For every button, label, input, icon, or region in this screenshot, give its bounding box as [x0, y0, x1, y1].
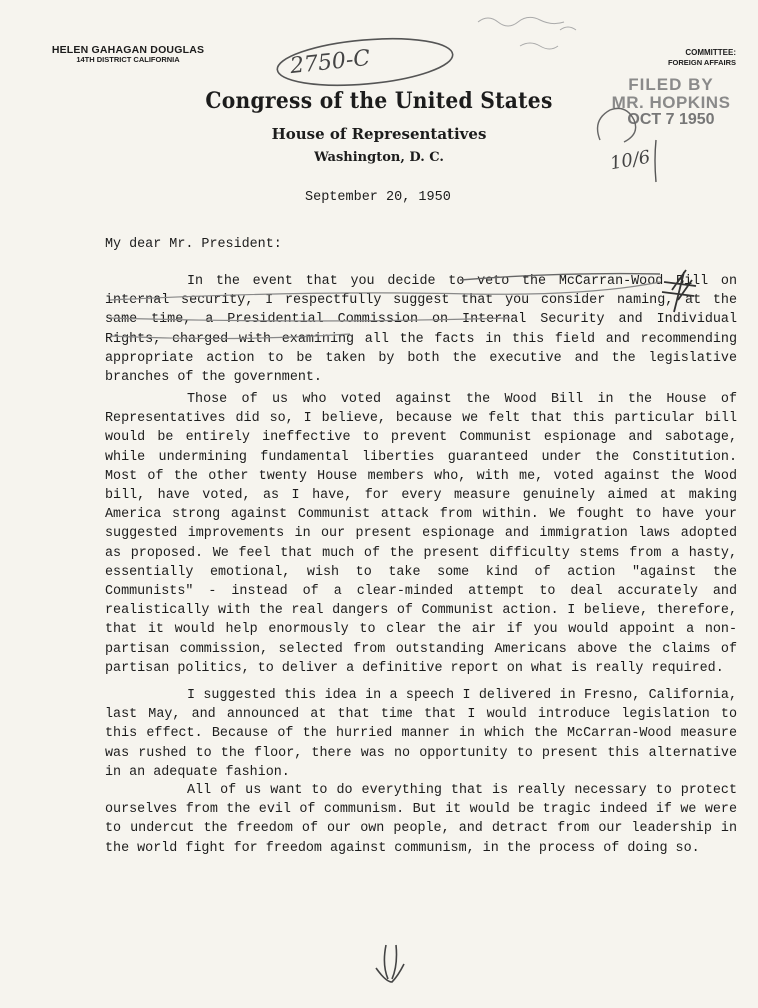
letterhead-house: House of Representatives [271, 125, 487, 143]
paragraph-4: All of us want to do everything that is really necessary to protect ourselves from the evil of communism. But it would be tragic indeed if we were to undercut the freedom of our own people, and detract from our leadership in the world fight for freedom against communism, in the process of doing so. [105, 783, 737, 856]
member-district: 14TH DISTRICT CALIFORNIA [76, 55, 180, 65]
down-arrow-mark [376, 945, 404, 982]
stamp-line-3: OCT 7 1950 [627, 110, 715, 128]
paragraph-2: Those of us who voted against the Wood Bill in the House of Representatives did so, I believe, because we felt that this particular bill would be entirely ineffective to prevent Communist espionage and sabotage, while undermining fundamental liberties guaranteed under the Constitution. Most of the other twenty House members who, with me, voted against the Wood bill, have voted, as I have, for every measure genuinely aimed at making America strong against Communist attack from within. We fought to have your suggested improvements in our present espionage and immigration laws adopted as proposed. We feel that much of the present difficulty stems from a hasty, essentially emotional, wish to take some kind of action "against the Communists" - instead of a clear-minded attempt to deal accurately and realistically with the real dangers of Communist action. I believe, therefore, that it would help enormously to clear the air if you would appoint a non-partisan commission, selected from outstanding Americans above the claims of partisan politics, to deliver a definitive report on what is really required. [105, 392, 737, 676]
paragraph-3: I suggested this idea in a speech I delivered in Fresno, California, last May, and announced at that time that I would introduce legislation to this effect. Because of the hurried manner in which the McCarran-Wood measure was rushed to the floor, there was no opportunity to present this alternative in an adequate fashion. [105, 688, 737, 780]
member-name: HELEN GAHAGAN DOUGLAS [51, 44, 205, 56]
stamp-line-2: MR. HOPKINS [611, 92, 731, 112]
letter-date: September 20, 1950 [305, 190, 451, 205]
committee-label: COMMITTEE: [685, 48, 736, 57]
salutation: My dear Mr. President: [105, 237, 282, 252]
letterhead-location: Washington, D. C. [314, 150, 444, 165]
committee-header [626, 48, 736, 68]
committee-name: FOREIGN AFFAIRS [667, 58, 736, 68]
letterhead-congress: Congress of the United States [205, 88, 553, 114]
handwritten-date: 10/6 [608, 146, 652, 175]
member-header [38, 44, 218, 65]
top-scrawl [478, 17, 576, 49]
stamp-line-1: FILED BY [628, 75, 714, 94]
paragraph-1: In the event that you decide to veto the McCarran-Wood Bill on internal security, I respectfully suggest that you consider naming, at the same time, a Presidential Commission on Internal Security and Individual Rights, charged with examining all the facts in this field and recommending appropriate action to be taken by both the executive and the legislative branches of the government. [105, 274, 737, 386]
handwritten-doc-number: 2750-C [288, 45, 372, 80]
